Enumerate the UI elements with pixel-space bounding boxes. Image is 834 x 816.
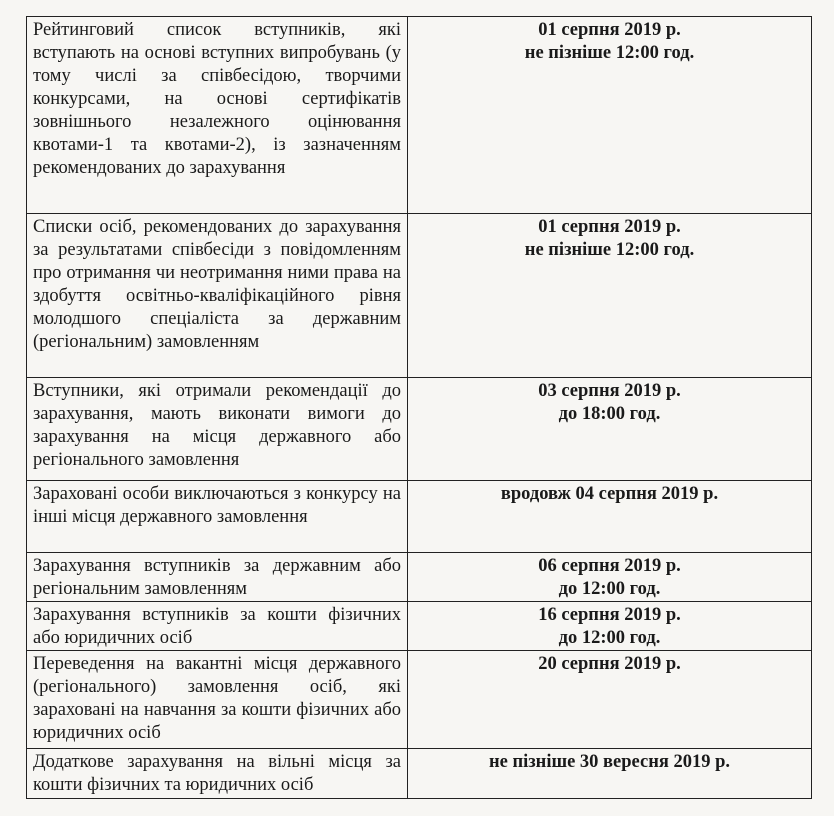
table-row (27, 602, 812, 651)
table-row (27, 651, 812, 749)
event-description: Вступники, які отримали рекомендації до зарахування, мають виконати вимоги до зарахування на місця державного або регіонального замовлення (27, 378, 408, 481)
event-description: Зарахування вступників за державним або регіональним замовленням (27, 553, 408, 602)
deadline-date: 20 серпня 2019 р. (538, 654, 681, 674)
deadline-time: не пізніше 12:00 год. (524, 43, 695, 63)
deadline-date: 01 серпня 2019 р. (538, 20, 681, 40)
deadline-time: до 12:00 год. (558, 628, 661, 648)
event-deadline (408, 17, 812, 214)
event-description: Переведення на вакантні місця державного (регіонального) замовлення осіб, які зараховані на навчання за кошти фізичних або юридичних осіб (27, 651, 408, 749)
deadline-time: не пізніше 12:00 год. (524, 240, 695, 260)
deadline-date: вродовж 04 серпня 2019 р. (500, 484, 719, 504)
table-row (27, 214, 812, 378)
table-row (27, 378, 812, 481)
deadline-time: до 18:00 год. (558, 404, 661, 424)
deadline-date: 01 серпня 2019 р. (538, 217, 681, 237)
deadline-date: 06 серпня 2019 р. (538, 556, 681, 576)
event-description: Рейтинговий список вступників, які вступають на основі вступних випробувань (у тому числі за співбесідою, творчими конкурсами, на основі сертифікатів зовнішнього незалежного оцінювання квотами-1 та квотами-2), із зазначенням рекомендованих до зарахування (27, 17, 408, 214)
deadline-date: не пізніше 30 вересня 2019 р. (488, 752, 731, 772)
event-deadline (408, 214, 812, 378)
event-deadline (408, 481, 812, 553)
event-deadline (408, 651, 812, 749)
event-description: Зарахування вступників за кошти фізичних або юридичних осіб (27, 602, 408, 651)
deadline-date: 16 серпня 2019 р. (538, 605, 681, 625)
event-description: Списки осіб, рекомендованих до зарахування за результатами співбесіди з повідомленням про отримання чи неотримання ними права на здобуття освітньо-кваліфікаційного рівня молодшого спеціаліста за державним (регіональним) замовленням (27, 214, 408, 378)
table-row (27, 481, 812, 553)
admission-schedule-table (26, 16, 812, 799)
deadline-time: до 12:00 год. (558, 579, 661, 599)
deadline-date: 03 серпня 2019 р. (538, 381, 681, 401)
table-row (27, 749, 812, 799)
event-deadline (408, 553, 812, 602)
event-description: Зараховані особи виключаються з конкурсу на інші місця державного замовлення (27, 481, 408, 553)
table-row (27, 17, 812, 214)
event-deadline (408, 378, 812, 481)
event-deadline (408, 602, 812, 651)
event-deadline (408, 749, 812, 799)
event-description: Додаткове зарахування на вільні місця за кошти фізичних та юридичних осіб (27, 749, 408, 799)
table-row (27, 553, 812, 602)
